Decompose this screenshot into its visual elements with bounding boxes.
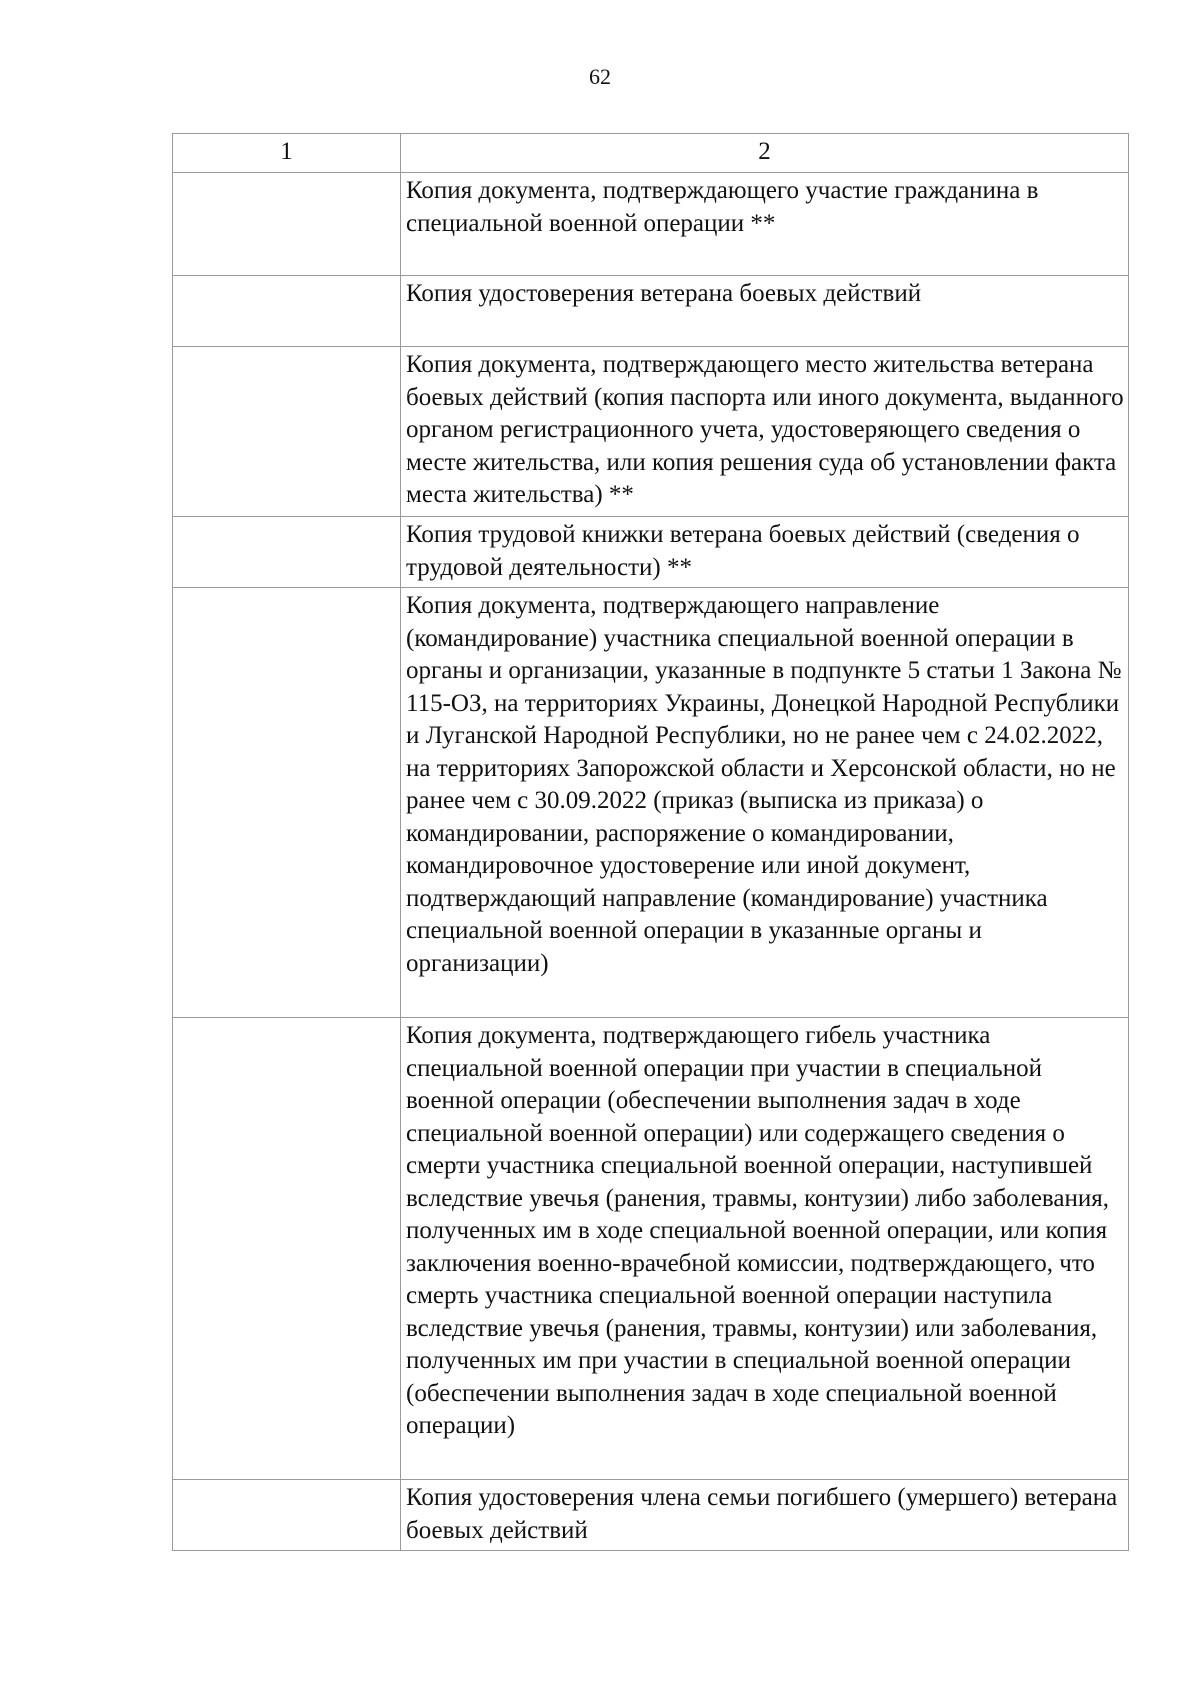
table-cell-col1 bbox=[173, 276, 401, 347]
table-cell-col1 bbox=[173, 347, 401, 517]
table-cell-col1 bbox=[173, 173, 401, 276]
table-row bbox=[173, 1480, 1129, 1551]
table-cell-col1 bbox=[173, 517, 401, 588]
table-cell-col2: Копия удостоверения ветерана боевых действий bbox=[401, 276, 1129, 347]
page-number: 62 bbox=[589, 64, 611, 89]
table-cell-col1 bbox=[173, 1480, 401, 1551]
table-cell-col2: Копия документа, подтверждающего направление (командирование) участника специальной военной операции в органы и организации, указанные в подпункте 5 статьи 1 Закона № 115-ОЗ, на территориях Украины, Донецкой Народной Республики и Луганской Народной Республики, но не ранее чем с 24.02.2022, на территориях Запорожской области и Херсонской области, но не ранее чем с 30.09.2022 (приказ (выписка из приказа) о командировании, распоряжение о командировании, командировочное удостоверение или иной документ, подтверждающий направление (командирование) участника специальной военной операции в указанные органы и организации) bbox=[401, 588, 1129, 1018]
table-cell-col2: Копия документа, подтверждающего место жительства ветерана боевых действий (копия паспорта или иного документа, выданного органом регистрационного учета, удостоверяющего сведения о месте жительства, или копия решения суда об установлении факта места жительства) ** bbox=[401, 347, 1129, 517]
table-row bbox=[173, 173, 1129, 276]
table-header-row bbox=[173, 134, 1129, 173]
table-cell-col2: Копия документа, подтверждающего гибель участника специальной военной операции при участии в специальной военной операции (обеспечении выполнения задач в ходе специальной военной операции) или содержащего сведения о смерти участника специальной военной операции, наступившей вследствие увечья (ранения, травмы, контузии) либо заболевания, полученных им в ходе специальной военной операции, или копия заключения военно-врачебной комиссии, подтверждающего, что смерть участника специальной военной операции наступила вследствие увечья (ранения, травмы, контузии) или заболевания, полученных им при участии в специальной военной операции (обеспечении выполнения задач в ходе специальной военной операции) bbox=[401, 1018, 1129, 1480]
column-header-1: 1 bbox=[173, 134, 401, 173]
table-cell-col1 bbox=[173, 1018, 401, 1480]
table-cell-col2: Копия трудовой книжки ветерана боевых действий (сведения о трудовой деятельности) ** bbox=[401, 517, 1129, 588]
table-cell-col2: Копия документа, подтверждающего участие гражданина в специальной военной операции ** bbox=[401, 173, 1129, 276]
table-row bbox=[173, 276, 1129, 347]
table-cell-col2: Копия удостоверения члена семьи погибшего (умершего) ветерана боевых действий bbox=[401, 1480, 1129, 1551]
table-row bbox=[173, 347, 1129, 517]
table-row bbox=[173, 517, 1129, 588]
table-cell-col1 bbox=[173, 588, 401, 1018]
table-row bbox=[173, 1018, 1129, 1480]
column-header-2: 2 bbox=[401, 134, 1129, 173]
table-row bbox=[173, 588, 1129, 1018]
documents-table bbox=[172, 133, 1129, 1551]
